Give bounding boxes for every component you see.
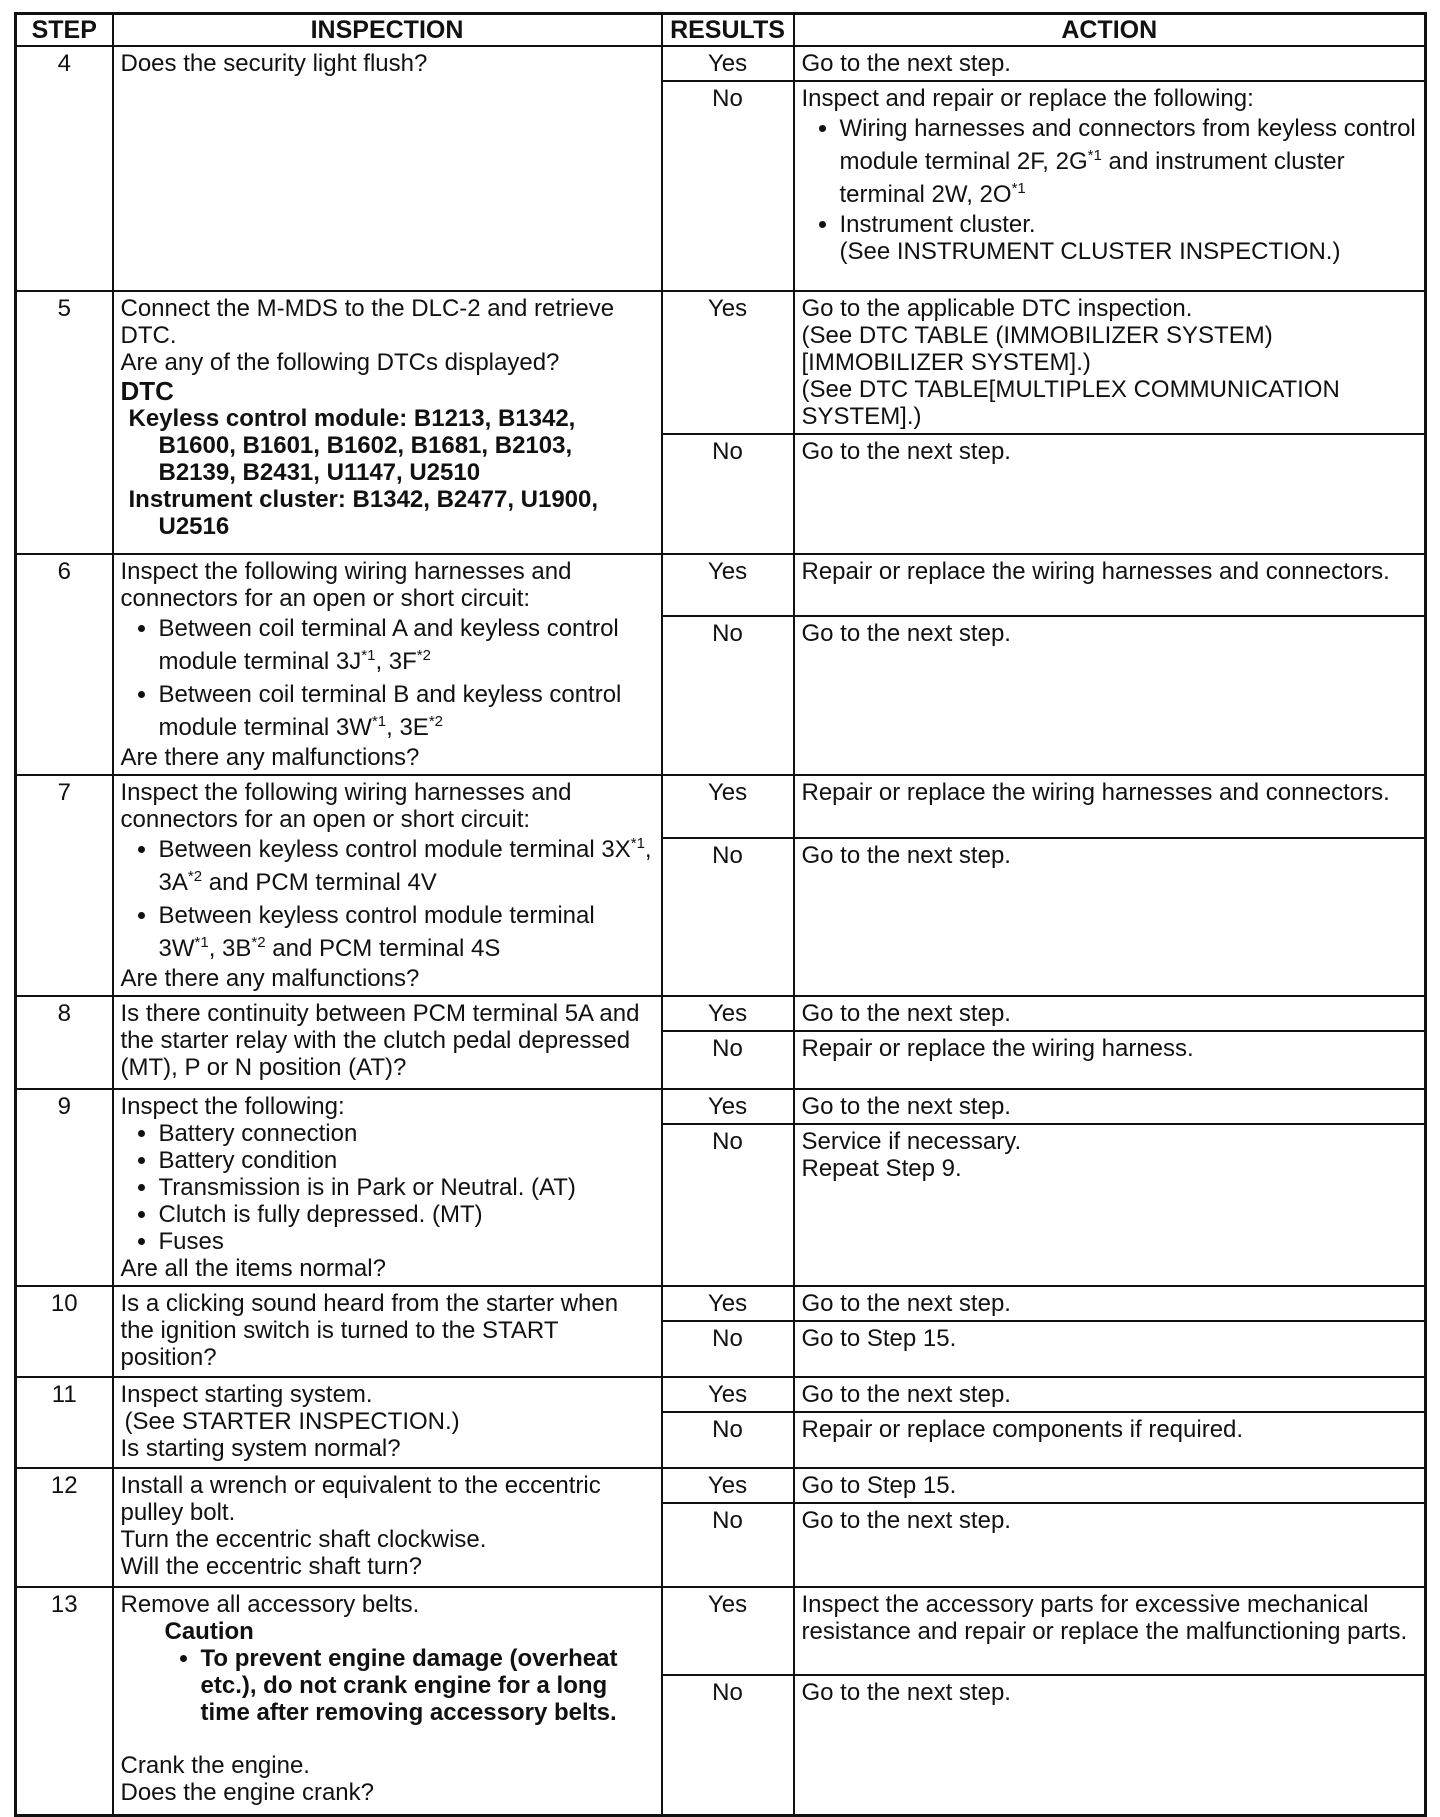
list-item: • Fuses xyxy=(159,1228,654,1255)
inspection-text: Connect the M-MDS to the DLC-2 and retrieve DTC. xyxy=(120,295,615,349)
result-no: No xyxy=(662,1503,794,1587)
action-text: (See INSTRUMENT CLUSTER INSPECTION.) xyxy=(839,238,1341,265)
dtc-heading: DTC xyxy=(120,376,174,406)
list-item xyxy=(840,211,1418,265)
inspection-text: Crank the engine. xyxy=(120,1752,310,1779)
inspection-text: Between coil terminal B and keyless control module terminal 3W xyxy=(158,681,622,741)
footnote-mark: *1 xyxy=(194,934,209,951)
action-cell xyxy=(794,775,1426,838)
result-no: No xyxy=(662,1321,794,1377)
action-text: Go to the next step. xyxy=(801,1093,1011,1120)
inspection-text: Inspect the following: xyxy=(120,1093,345,1120)
action-cell xyxy=(794,554,1426,616)
header-inspection: INSPECTION xyxy=(113,14,662,47)
step-number: 13 xyxy=(16,1587,113,1815)
result-yes: Yes xyxy=(662,775,794,838)
inspection-cell xyxy=(113,1587,662,1815)
action-text: Repair or replace the wiring harnesses and connectors. xyxy=(801,558,1390,585)
inspection-question: Does the engine crank? xyxy=(120,1779,374,1806)
action-cell xyxy=(794,1503,1426,1587)
table-row xyxy=(16,291,1426,434)
result-no: No xyxy=(662,1412,794,1468)
list-item: • To prevent engine damage (overheat etc.), do not crank engine for a long time after removing accessory belts. xyxy=(201,1645,654,1726)
result-yes: Yes xyxy=(662,46,794,81)
inspection-bullet-list xyxy=(121,1120,654,1255)
action-cell xyxy=(794,434,1426,554)
footnote-mark: *2 xyxy=(251,934,266,951)
result-yes: Yes xyxy=(662,996,794,1031)
footnote-mark: *1 xyxy=(361,647,376,664)
action-cell xyxy=(794,996,1426,1031)
result-no: No xyxy=(662,1124,794,1286)
action-text: Repair or replace the wiring harnesses and connectors. xyxy=(801,779,1390,806)
step-number: 6 xyxy=(16,554,113,775)
action-text: and instrument cluster terminal 2W, 2O xyxy=(839,148,1345,208)
caution-list xyxy=(121,1645,654,1726)
inspection-text: Between coil terminal A and keyless control module terminal 3J xyxy=(158,615,619,675)
footnote-mark: *1 xyxy=(630,835,645,852)
action-text: • Instrument cluster. xyxy=(839,211,1036,238)
inspection-text: Inspect the following wiring harnesses and connectors for an open or short circuit: xyxy=(120,558,572,612)
inspection-text: Turn the eccentric shaft clockwise. xyxy=(120,1526,487,1553)
footnote-mark: *1 xyxy=(371,713,387,730)
result-yes: Yes xyxy=(662,1587,794,1675)
inspection-text: Are any of the following DTCs displayed? xyxy=(120,349,560,376)
inspection-cell xyxy=(113,996,662,1089)
inspection-text: , 3A xyxy=(158,836,652,896)
action-text: Go to the applicable DTC inspection. xyxy=(801,295,1193,322)
inspection-text: Between keyless control module terminal 3X xyxy=(158,836,631,863)
list-item xyxy=(159,899,654,965)
result-no: No xyxy=(662,1031,794,1089)
table-row xyxy=(16,1089,1426,1124)
inspection-text: Inspect starting system. xyxy=(120,1381,373,1408)
step-number: 10 xyxy=(16,1286,113,1377)
table-row xyxy=(16,1468,1426,1503)
inspection-question: Is a clicking sound heard from the starter when the ignition switch is turned to the START position? xyxy=(120,1290,619,1371)
caution-heading: Caution xyxy=(164,1618,254,1645)
table-row xyxy=(16,1587,1426,1675)
footnote-mark: *2 xyxy=(428,713,443,730)
action-cell xyxy=(794,1124,1426,1286)
result-yes: Yes xyxy=(662,1089,794,1124)
action-cell xyxy=(794,1412,1426,1468)
action-text: Inspect and repair or replace the following: xyxy=(801,85,1254,112)
header-row xyxy=(16,14,1426,47)
action-cell xyxy=(794,1675,1426,1815)
inspection-text: , 3E xyxy=(386,714,429,741)
inspection-text: Inspect the following wiring harnesses and connectors for an open or short circuit: xyxy=(120,779,572,833)
result-yes: Yes xyxy=(662,291,794,434)
action-text: Repeat Step 9. xyxy=(801,1155,962,1182)
list-item xyxy=(159,678,654,744)
action-cell xyxy=(794,616,1426,775)
action-text: Go to the next step. xyxy=(801,619,1011,647)
inspection-question: Will the eccentric shaft turn? xyxy=(120,1553,422,1580)
step-number: 12 xyxy=(16,1468,113,1587)
spacer xyxy=(121,1726,654,1752)
action-cell xyxy=(794,1468,1426,1503)
action-text: Go to the next step. xyxy=(801,1679,1011,1706)
action-cell xyxy=(794,81,1426,291)
inspection-cell xyxy=(113,1286,662,1377)
table-row xyxy=(16,775,1426,838)
action-text: Go to the next step. xyxy=(801,1507,1011,1534)
list-item xyxy=(840,112,1418,211)
result-yes: Yes xyxy=(662,1377,794,1412)
step-number: 4 xyxy=(16,46,113,291)
inspection-text: , 3F xyxy=(375,648,417,675)
result-no: No xyxy=(662,616,794,775)
action-text: (See DTC TABLE[MULTIPLEX COMMUNICATION SYSTEM].) xyxy=(801,376,1340,430)
action-cell xyxy=(794,291,1426,434)
footnote-mark: *2 xyxy=(416,647,431,664)
inspection-question: Is starting system normal? xyxy=(120,1435,401,1462)
result-yes: Yes xyxy=(662,1286,794,1321)
action-text: Go to the next step. xyxy=(801,1000,1011,1027)
step-number: 7 xyxy=(16,775,113,996)
inspection-text: Between keyless control module terminal 3W xyxy=(158,902,595,962)
inspection-cell xyxy=(113,46,662,291)
inspection-question: Are all the items normal? xyxy=(120,1255,386,1282)
inspection-question: Are there any malfunctions? xyxy=(120,744,420,771)
inspection-question: Does the security light flush? xyxy=(120,50,428,77)
header-results: RESULTS xyxy=(662,14,794,47)
list-item xyxy=(159,612,654,678)
action-cell xyxy=(794,1031,1426,1089)
inspection-question: Are there any malfunctions? xyxy=(120,965,420,992)
action-text: Inspect the accessory parts for excessive mechanical resistance and repair or replace the malfunctioning parts. xyxy=(801,1591,1408,1645)
action-cell xyxy=(794,1321,1426,1377)
action-cell xyxy=(794,1587,1426,1675)
inspection-text: , 3B xyxy=(208,935,252,962)
action-text: Wiring harnesses and connectors from keyless control module terminal 2F, 2G xyxy=(839,115,1416,175)
action-text: Repair or replace the wiring harness. xyxy=(801,1035,1194,1062)
action-cell xyxy=(794,838,1426,996)
inspection-text: (See STARTER INSPECTION.) xyxy=(124,1408,460,1435)
action-text: Go to the next step. xyxy=(801,1290,1011,1317)
result-no: No xyxy=(662,1675,794,1815)
table-row xyxy=(16,1286,1426,1321)
inspection-text: and PCM terminal 4S xyxy=(265,935,501,962)
action-text: Go to the next step. xyxy=(801,438,1011,465)
action-text: Repair or replace components if required. xyxy=(801,1416,1244,1443)
footnote-mark: *1 xyxy=(1087,147,1102,164)
step-number: 11 xyxy=(16,1377,113,1468)
inspection-bullet-list xyxy=(121,612,654,744)
action-cell xyxy=(794,46,1426,81)
action-cell xyxy=(794,1286,1426,1321)
table-row xyxy=(16,46,1426,81)
list-item: • Battery condition xyxy=(159,1147,654,1174)
action-text: Go to the next step. xyxy=(801,50,1011,77)
inspection-cell xyxy=(113,1468,662,1587)
diagnostic-table xyxy=(14,12,1427,1817)
inspection-cell xyxy=(113,1377,662,1468)
table-row xyxy=(16,554,1426,616)
action-text: Go to Step 15. xyxy=(801,1325,957,1352)
inspection-bullet-list xyxy=(121,833,654,965)
table-row xyxy=(16,996,1426,1031)
result-yes: Yes xyxy=(662,554,794,616)
header-action: ACTION xyxy=(794,14,1426,47)
inspection-question: Is there continuity between PCM terminal 5A and the starter relay with the clutch pedal depressed (MT), P or N position (AT)? xyxy=(120,1000,640,1081)
action-text: Go to the next step. xyxy=(801,842,1011,870)
list-item: • Transmission is in Park or Neutral. (AT) xyxy=(159,1174,654,1201)
footnote-mark: *1 xyxy=(1011,180,1026,197)
action-text: Go to Step 15. xyxy=(801,1472,957,1499)
inspection-text: and PCM terminal 4V xyxy=(202,869,437,896)
inspection-cell xyxy=(113,554,662,775)
inspection-text: Remove all accessory belts. xyxy=(120,1591,420,1618)
result-no: No xyxy=(662,434,794,554)
inspection-cell xyxy=(113,775,662,996)
inspection-cell xyxy=(113,1089,662,1286)
step-number: 9 xyxy=(16,1089,113,1286)
table-row xyxy=(16,1377,1426,1412)
result-no: No xyxy=(662,838,794,996)
inspection-cell xyxy=(113,291,662,554)
action-cell xyxy=(794,1377,1426,1412)
list-item: • Clutch is fully depressed. (MT) xyxy=(159,1201,654,1228)
result-no: No xyxy=(662,81,794,291)
action-bullet-list xyxy=(802,112,1418,265)
footnote-mark: *2 xyxy=(187,868,203,885)
action-text: Service if necessary. xyxy=(801,1128,1022,1155)
step-number: 5 xyxy=(16,291,113,554)
dtc-list: Keyless control module: B1213, B1342, B1600, B1601, B1602, B1681, B2103, B2139, B2431, U1147, U2510 xyxy=(128,405,576,486)
step-number: 8 xyxy=(16,996,113,1089)
list-item xyxy=(159,833,654,899)
dtc-list: Instrument cluster: B1342, B2477, U1900, U2516 xyxy=(128,486,599,540)
action-cell xyxy=(794,1089,1426,1124)
result-yes: Yes xyxy=(662,1468,794,1503)
header-step: STEP xyxy=(16,14,113,47)
inspection-text: Install a wrench or equivalent to the eccentric pulley bolt. xyxy=(120,1472,601,1526)
action-text: (See DTC TABLE (IMMOBILIZER SYSTEM)[IMMOBILIZER SYSTEM].) xyxy=(801,322,1273,376)
list-item: • Battery connection xyxy=(159,1120,654,1147)
action-text: Go to the next step. xyxy=(801,1381,1011,1408)
